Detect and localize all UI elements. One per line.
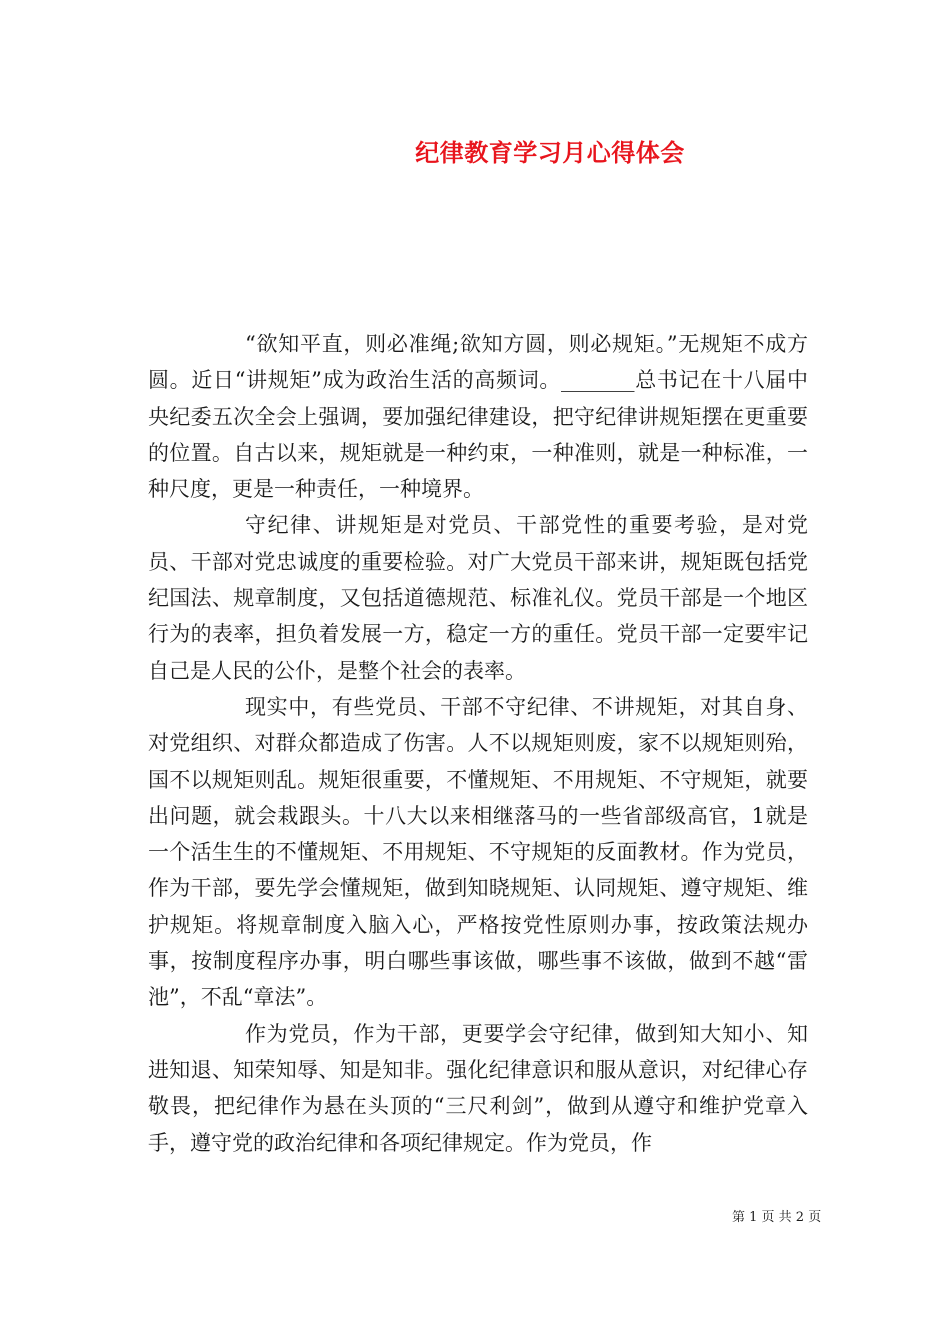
paragraph-4: 作为党员，作为干部，更要学会守纪律，做到知大知小、知进知退、知荣知辱、知是知非。强化纪律意识和服从意识，对纪律心存敬畏，把纪律作为悬在头顶的“三尺利剑”，做到从遵守和维护党章入手，遵守党的政治纪律和各项纪律规定。作为党员，作	[148, 1021, 808, 1155]
document-body	[148, 326, 808, 1161]
paragraph-3: 现实中，有些党员、干部不守纪律、不讲规矩，对其自身、对党组织、对群众都造成了伤害。人不以规矩则废，家不以规矩则殆，国不以规矩则乱。规矩很重要，不懂规矩、不用规矩、不守规矩，就要出问题，就会栽跟头。十八大以来相继落马的一些省部级高官，1就是一个活生生的不懂规矩、不用规矩、不守规矩的反面教材。作为党员，作为干部，要先学会懂规矩，做到知晓规矩、认同规矩、遵守规矩、维护规矩。将规章制度入脑入心，严格按党性原则办事，按政策法规办事，按制度程序办事，明白哪些事该做，哪些事不该做，做到不越“雷池”，不乱“章法”。	[148, 694, 808, 1010]
page-number: 第 1 页 共 2 页	[732, 1210, 822, 1225]
document-title: 纪律教育学习月心得体会	[415, 138, 685, 167]
paragraph-2: 守纪律、讲规矩是对党员、干部党性的重要考验，是对党员、干部对党忠诚度的重要检验。对广大党员干部来讲，规矩既包括党纪国法、规章制度，又包括道德规范、标准礼仪。党员干部是一个地区行为的表率，担负着发展一方，稳定一方的重任。党员干部一定要牢记自己是人民的公仆，是整个社会的表率。	[148, 513, 808, 683]
paragraph-1: “欲知平直，则必准绳;欲知方圆，则必规矩。”无规矩不成方圆。近日“讲规矩”成为政治生活的高频词。_______总书记在十八届中央纪委五次全会上强调，要加强纪律建设，把守纪律讲规矩摆在更重要的位置。自古以来，规矩就是一种约束，一种准则，就是一种标准，一种尺度，更是一种责任，一种境界。	[148, 332, 808, 502]
